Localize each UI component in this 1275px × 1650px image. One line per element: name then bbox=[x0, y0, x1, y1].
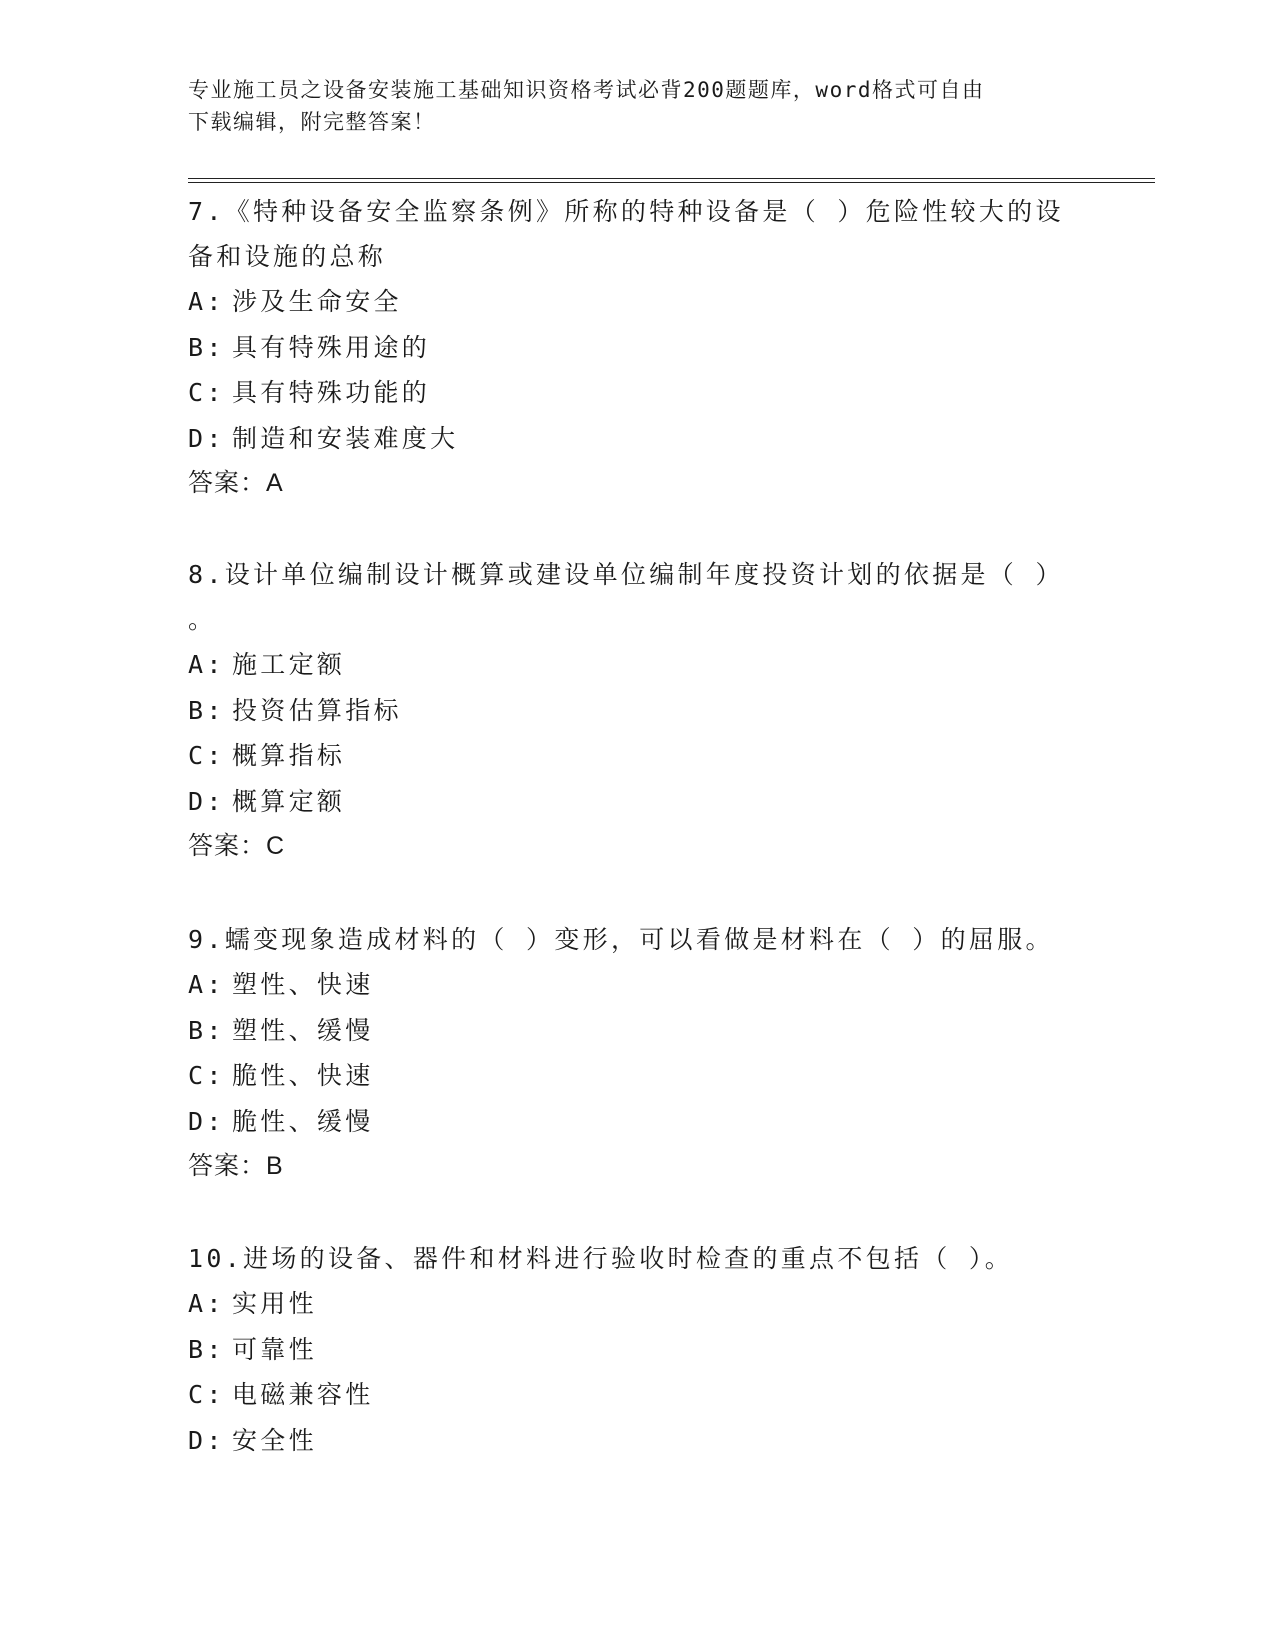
option-key: C: bbox=[188, 378, 225, 407]
option-a bbox=[188, 1281, 1088, 1327]
option-a bbox=[188, 642, 1088, 688]
option-d bbox=[188, 1418, 1088, 1464]
question-stem: 7.《特种设备安全监察条例》所称的特种设备是（ ）危险性较大的设 bbox=[188, 197, 1064, 226]
option-key: C: bbox=[188, 741, 225, 770]
option-d bbox=[188, 416, 1088, 462]
option-key: B: bbox=[188, 1015, 225, 1045]
answer: 答案：A bbox=[188, 469, 284, 497]
question-stem: 10.进场的设备、器件和材料进行验收时检查的重点不包括（ ）。 bbox=[188, 1244, 1014, 1273]
question-stem-continued: 备和设施的总称 bbox=[188, 242, 387, 271]
option-text: 概算定额 bbox=[232, 786, 346, 816]
option-key: B: bbox=[188, 332, 225, 362]
option-text: 可靠性 bbox=[232, 1334, 317, 1364]
option-text: 塑性、缓慢 bbox=[232, 1015, 374, 1045]
document-header bbox=[188, 74, 1088, 138]
question-stem: 8.设计单位编制设计概算或建设单位编制年度投资计划的依据是（ ） bbox=[188, 560, 1064, 589]
question-8 bbox=[188, 552, 1088, 868]
question-10 bbox=[188, 1236, 1088, 1463]
question-stem: 9.蠕变现象造成材料的（ ）变形，可以看做是材料在（ ）的屈服。 bbox=[188, 925, 1054, 954]
option-text: 涉及生命安全 bbox=[232, 287, 402, 316]
option-text: 投资估算指标 bbox=[232, 695, 402, 725]
option-key: D: bbox=[188, 423, 225, 453]
option-key: D: bbox=[188, 786, 225, 816]
option-c bbox=[188, 733, 1088, 779]
option-text: 实用性 bbox=[232, 1289, 317, 1318]
option-key: A: bbox=[188, 970, 225, 999]
option-text: 概算指标 bbox=[232, 741, 346, 770]
option-key: A: bbox=[188, 287, 225, 316]
question-stem-continued: 。 bbox=[188, 605, 217, 634]
answer: 答案：B bbox=[188, 1152, 284, 1180]
option-text: 具有特殊功能的 bbox=[232, 378, 431, 407]
option-b bbox=[188, 325, 1088, 371]
header-divider-bottom bbox=[188, 182, 1155, 183]
question-9 bbox=[188, 917, 1088, 1188]
option-key: A: bbox=[188, 1289, 225, 1318]
option-d bbox=[188, 1099, 1088, 1145]
option-key: B: bbox=[188, 695, 225, 725]
option-text: 具有特殊用途的 bbox=[232, 332, 431, 362]
header-divider-top bbox=[188, 178, 1155, 179]
answer: 答案：C bbox=[188, 832, 286, 860]
option-c bbox=[188, 370, 1088, 416]
option-key: C: bbox=[188, 1061, 225, 1090]
option-a bbox=[188, 279, 1088, 325]
option-b bbox=[188, 1008, 1088, 1054]
option-c bbox=[188, 1372, 1088, 1418]
option-key: C: bbox=[188, 1380, 225, 1409]
option-text: 制造和安装难度大 bbox=[232, 423, 459, 453]
option-key: A: bbox=[188, 650, 225, 679]
option-b bbox=[188, 688, 1088, 734]
option-text: 安全性 bbox=[232, 1425, 317, 1455]
option-a bbox=[188, 962, 1088, 1008]
option-key: D: bbox=[188, 1106, 225, 1136]
header-line-1: 专业施工员之设备安装施工基础知识资格考试必背200题题库，word格式可自由 bbox=[188, 78, 985, 102]
option-key: D: bbox=[188, 1425, 225, 1455]
option-key: B: bbox=[188, 1334, 225, 1364]
option-c bbox=[188, 1053, 1088, 1099]
question-7 bbox=[188, 189, 1088, 505]
option-text: 施工定额 bbox=[232, 650, 346, 679]
option-text: 脆性、快速 bbox=[232, 1061, 374, 1090]
option-d bbox=[188, 779, 1088, 825]
header-line-2: 下载编辑，附完整答案！ bbox=[188, 110, 436, 134]
option-b bbox=[188, 1327, 1088, 1373]
option-text: 脆性、缓慢 bbox=[232, 1106, 374, 1136]
option-text: 塑性、快速 bbox=[232, 970, 374, 999]
option-text: 电磁兼容性 bbox=[232, 1380, 374, 1409]
